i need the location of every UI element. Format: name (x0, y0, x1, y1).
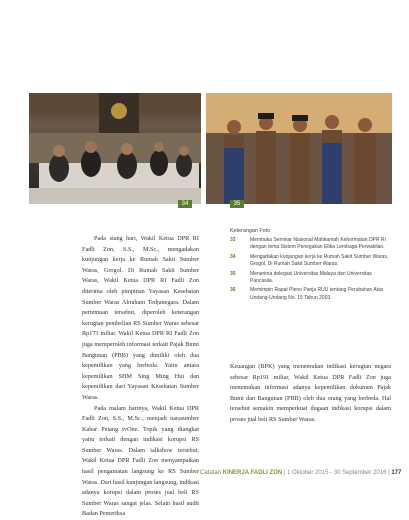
photo-number-badge: 34 (178, 200, 192, 208)
meeting-photo-illustration (29, 93, 201, 204)
caption-number: 35 (230, 271, 236, 278)
footer-brand: KINERJA FADLI ZON (223, 470, 282, 476)
caption-item (230, 271, 390, 286)
caption-item (230, 287, 390, 302)
group-photo (206, 93, 392, 204)
photo-number-badge: 35 (230, 200, 244, 208)
caption-text: Memimpin Rapat Pleno Panja RUU tentang Perubahan Atas Undang-Undang No. 15 Tahun 2003. (250, 287, 383, 300)
photo-captions (230, 228, 390, 304)
caption-text: Mengadakan kunjungan kerja ke Rumah Sakit Sumber Waras, Grogol, Di Rumah Sakit Sumber Waras. (250, 254, 388, 267)
captions-title: Keterangan Foto: (230, 228, 390, 234)
article-left-column (82, 234, 199, 520)
meeting-photo (29, 93, 201, 204)
page-footer (200, 470, 400, 476)
article-right-column (230, 362, 391, 426)
caption-item (230, 254, 390, 269)
caption-text: Membuka Seminar Nasional Mahkamah Kehormatan DPR RI dengan tema Sistem Penegakan Etika Lembaga Perwakilan. (250, 237, 386, 250)
paragraph: Pada malam harinya, Wakil Ketua DPR Fadli Zon, S.S., M.Sc., menjadi narasumber Kabar Petang tvOne. Topik yang diangkat yaitu terkait dengan indikasi korupsi RS Sumber Waras. Dalam talkshow tersebut, Wakil Ketua DPR Fadli Zon menyampaikan hasil pengamatan langsung ke RS Sumber Waras. Dari hasil kunjungan langsung, indikasi adanya korupsi dalam proses jual beli RS Sumber Waras sangat jelas. Selain hasil audit Badan Pemeriksa (82, 404, 199, 520)
caption-text: Menerima delegasi Universitas Malaya dan Universitas Pancasila. (250, 271, 372, 284)
caption-number: 36 (230, 287, 236, 294)
caption-item (230, 237, 390, 252)
paragraph: Keuangan (BPK) yang menemukan indikasi kerugian negara sebesar Rp191 miliar, Wakil Ketua DPR Fadli Zon juga menemukan informasi adanya kepemilikan dokumen Pajak Bumi dan Bangunan (PBB) oleh dua orang yang berbeda. Hal tersebut semakin memperkuat dugaan indikasi korupsi dalam proses jual beli RS Sumber Waras. (230, 362, 391, 426)
caption-number: 34 (230, 254, 236, 261)
caption-number: 33 (230, 237, 236, 244)
page-number: 177 (391, 470, 401, 476)
group-photo-illustration (206, 93, 392, 204)
footer-prefix: Catatan (200, 470, 221, 476)
paragraph: Pada siang hari, Wakil Ketua DPR RI Fadli Zon, S.S., M.Sc., mengadakan kunjungan kerja ke Rumah Sakit Sumber Waras, Grogol. Di Rumah Sakit Sumber Waras, Wakil Ketua DPR RI Fadli Zon diterima oleh pimpinan Yayasan Kesehatan Sumber Waras Abraham Tedjanegara. Dalam pertemuan tersebut, diperoleh keterangan kerugian pembelian RS Sumber Waras sebesar Rp173 miliar. Wakil Ketua DPR RI Fadli Zon juga memperoleh informasi terkait Pajak Bumi Bangunan (PBB) yang dimiliki oleh dua kepemilikan yang berbeda. Yaitu antara kepemilikan SHM Sing Ming Hui dan kepemilikan dari Yayasan Kesehatan Sumber Waras. (82, 234, 199, 404)
footer-date-range: | 1 Oktober 2015 - 30 September 2016 | (284, 470, 390, 476)
